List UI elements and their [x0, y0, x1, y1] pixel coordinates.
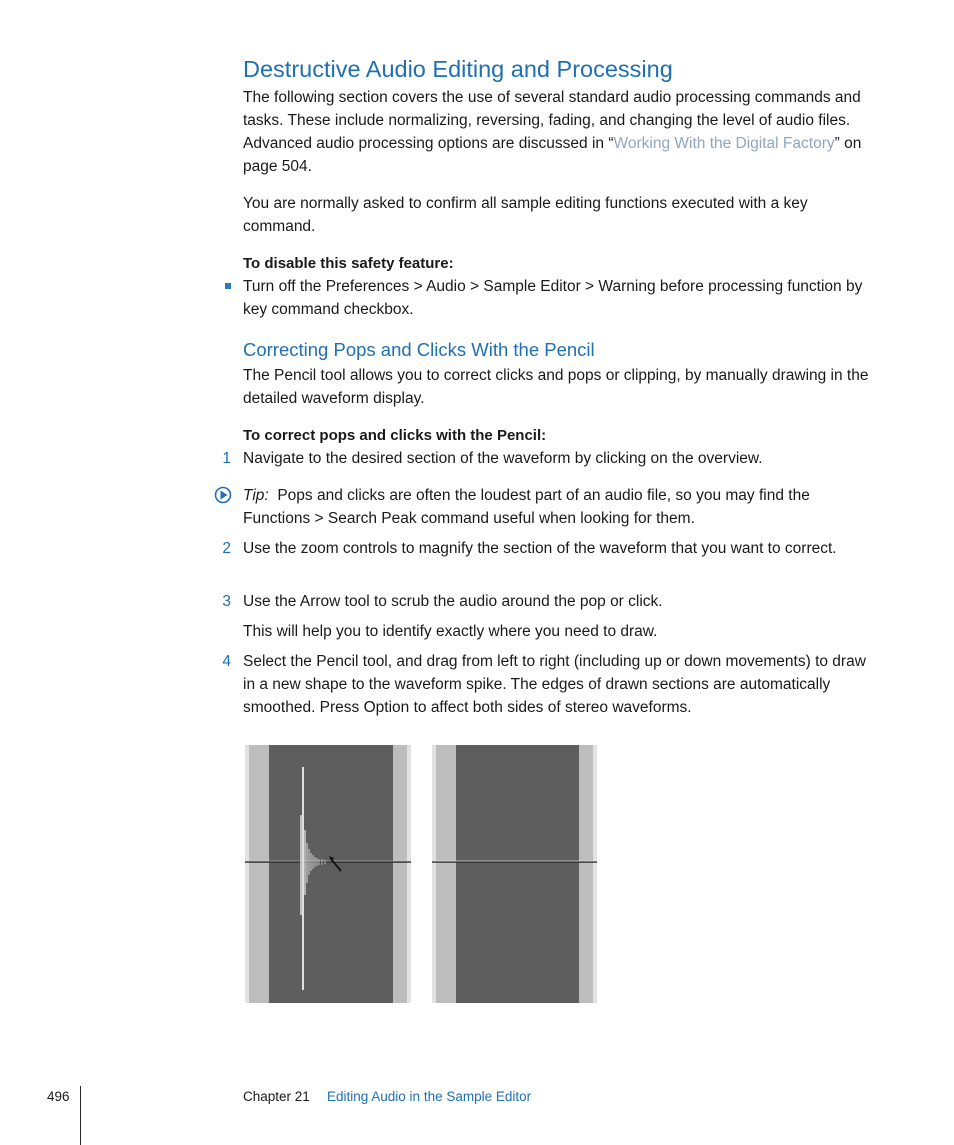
intro-text: The following section covers the use of several standard audio processing commands and tasks. These include normalizing, reversing, fading, and changing the level of audio files. Advanced audio processing options are discussed in “ — [243, 89, 861, 152]
footer-chapter-title: Editing Audio in the Sample Editor — [327, 1089, 532, 1104]
step-text: Navigate to the desired section of the waveform by clicking on the overview. — [243, 450, 763, 467]
cross-reference-link[interactable]: Working With the Digital Factory — [613, 135, 835, 152]
tip-paragraph — [243, 484, 875, 530]
bullet-icon — [225, 283, 231, 289]
tip-text: Pops and clicks are often the loudest part of an audio file, so you may find the Functions > Search Peak command useful when looking for them. — [243, 487, 810, 527]
waveform-before-image — [245, 745, 411, 1003]
step-number: 3 — [222, 593, 231, 610]
tip-label: Tip: — [243, 487, 269, 504]
bullet-item: Turn off the Preferences > Audio > Sample Editor > Warning before processing function by key command checkbox. — [243, 278, 863, 318]
pencil-paragraph: The Pencil tool allows you to correct clicks and pops or clipping, by manually drawing in the detailed waveform display. — [243, 367, 869, 407]
confirm-paragraph: You are normally asked to confirm all sample editing functions executed with a key command. — [243, 195, 808, 235]
subsection-heading: Correcting Pops and Clicks With the Pencil — [243, 339, 595, 360]
step-text: Select the Pencil tool, and drag from left to right (including up or down movements) to draw in a new shape to the waveform spike. The edges of drawn sections are automatically smoothed. Press Option to affect both sides of stereo waveforms. — [243, 653, 866, 716]
step-number: 2 — [222, 540, 231, 557]
waveform-after-image — [432, 745, 597, 1003]
step-note: This will help you to identify exactly where you need to draw. — [243, 623, 658, 640]
step-number: 1 — [222, 450, 231, 467]
tip-arrow-icon — [214, 486, 232, 504]
section-heading: Destructive Audio Editing and Processing — [243, 56, 673, 82]
step-text: Use the zoom controls to magnify the section of the waveform that you want to correct. — [243, 540, 837, 557]
footer-divider — [80, 1086, 81, 1145]
step-number: 4 — [222, 653, 231, 670]
task-heading-correct: To correct pops and clicks with the Pencil: — [243, 427, 547, 444]
intro-paragraph — [243, 86, 875, 178]
footer-chapter: Chapter 21 — [243, 1089, 310, 1104]
page-number: 496 — [47, 1089, 70, 1104]
intro-text-end: ” on page 504. — [243, 135, 862, 175]
task-heading-disable: To disable this safety feature: — [243, 255, 454, 272]
step-text: Use the Arrow tool to scrub the audio around the pop or click. — [243, 593, 663, 610]
